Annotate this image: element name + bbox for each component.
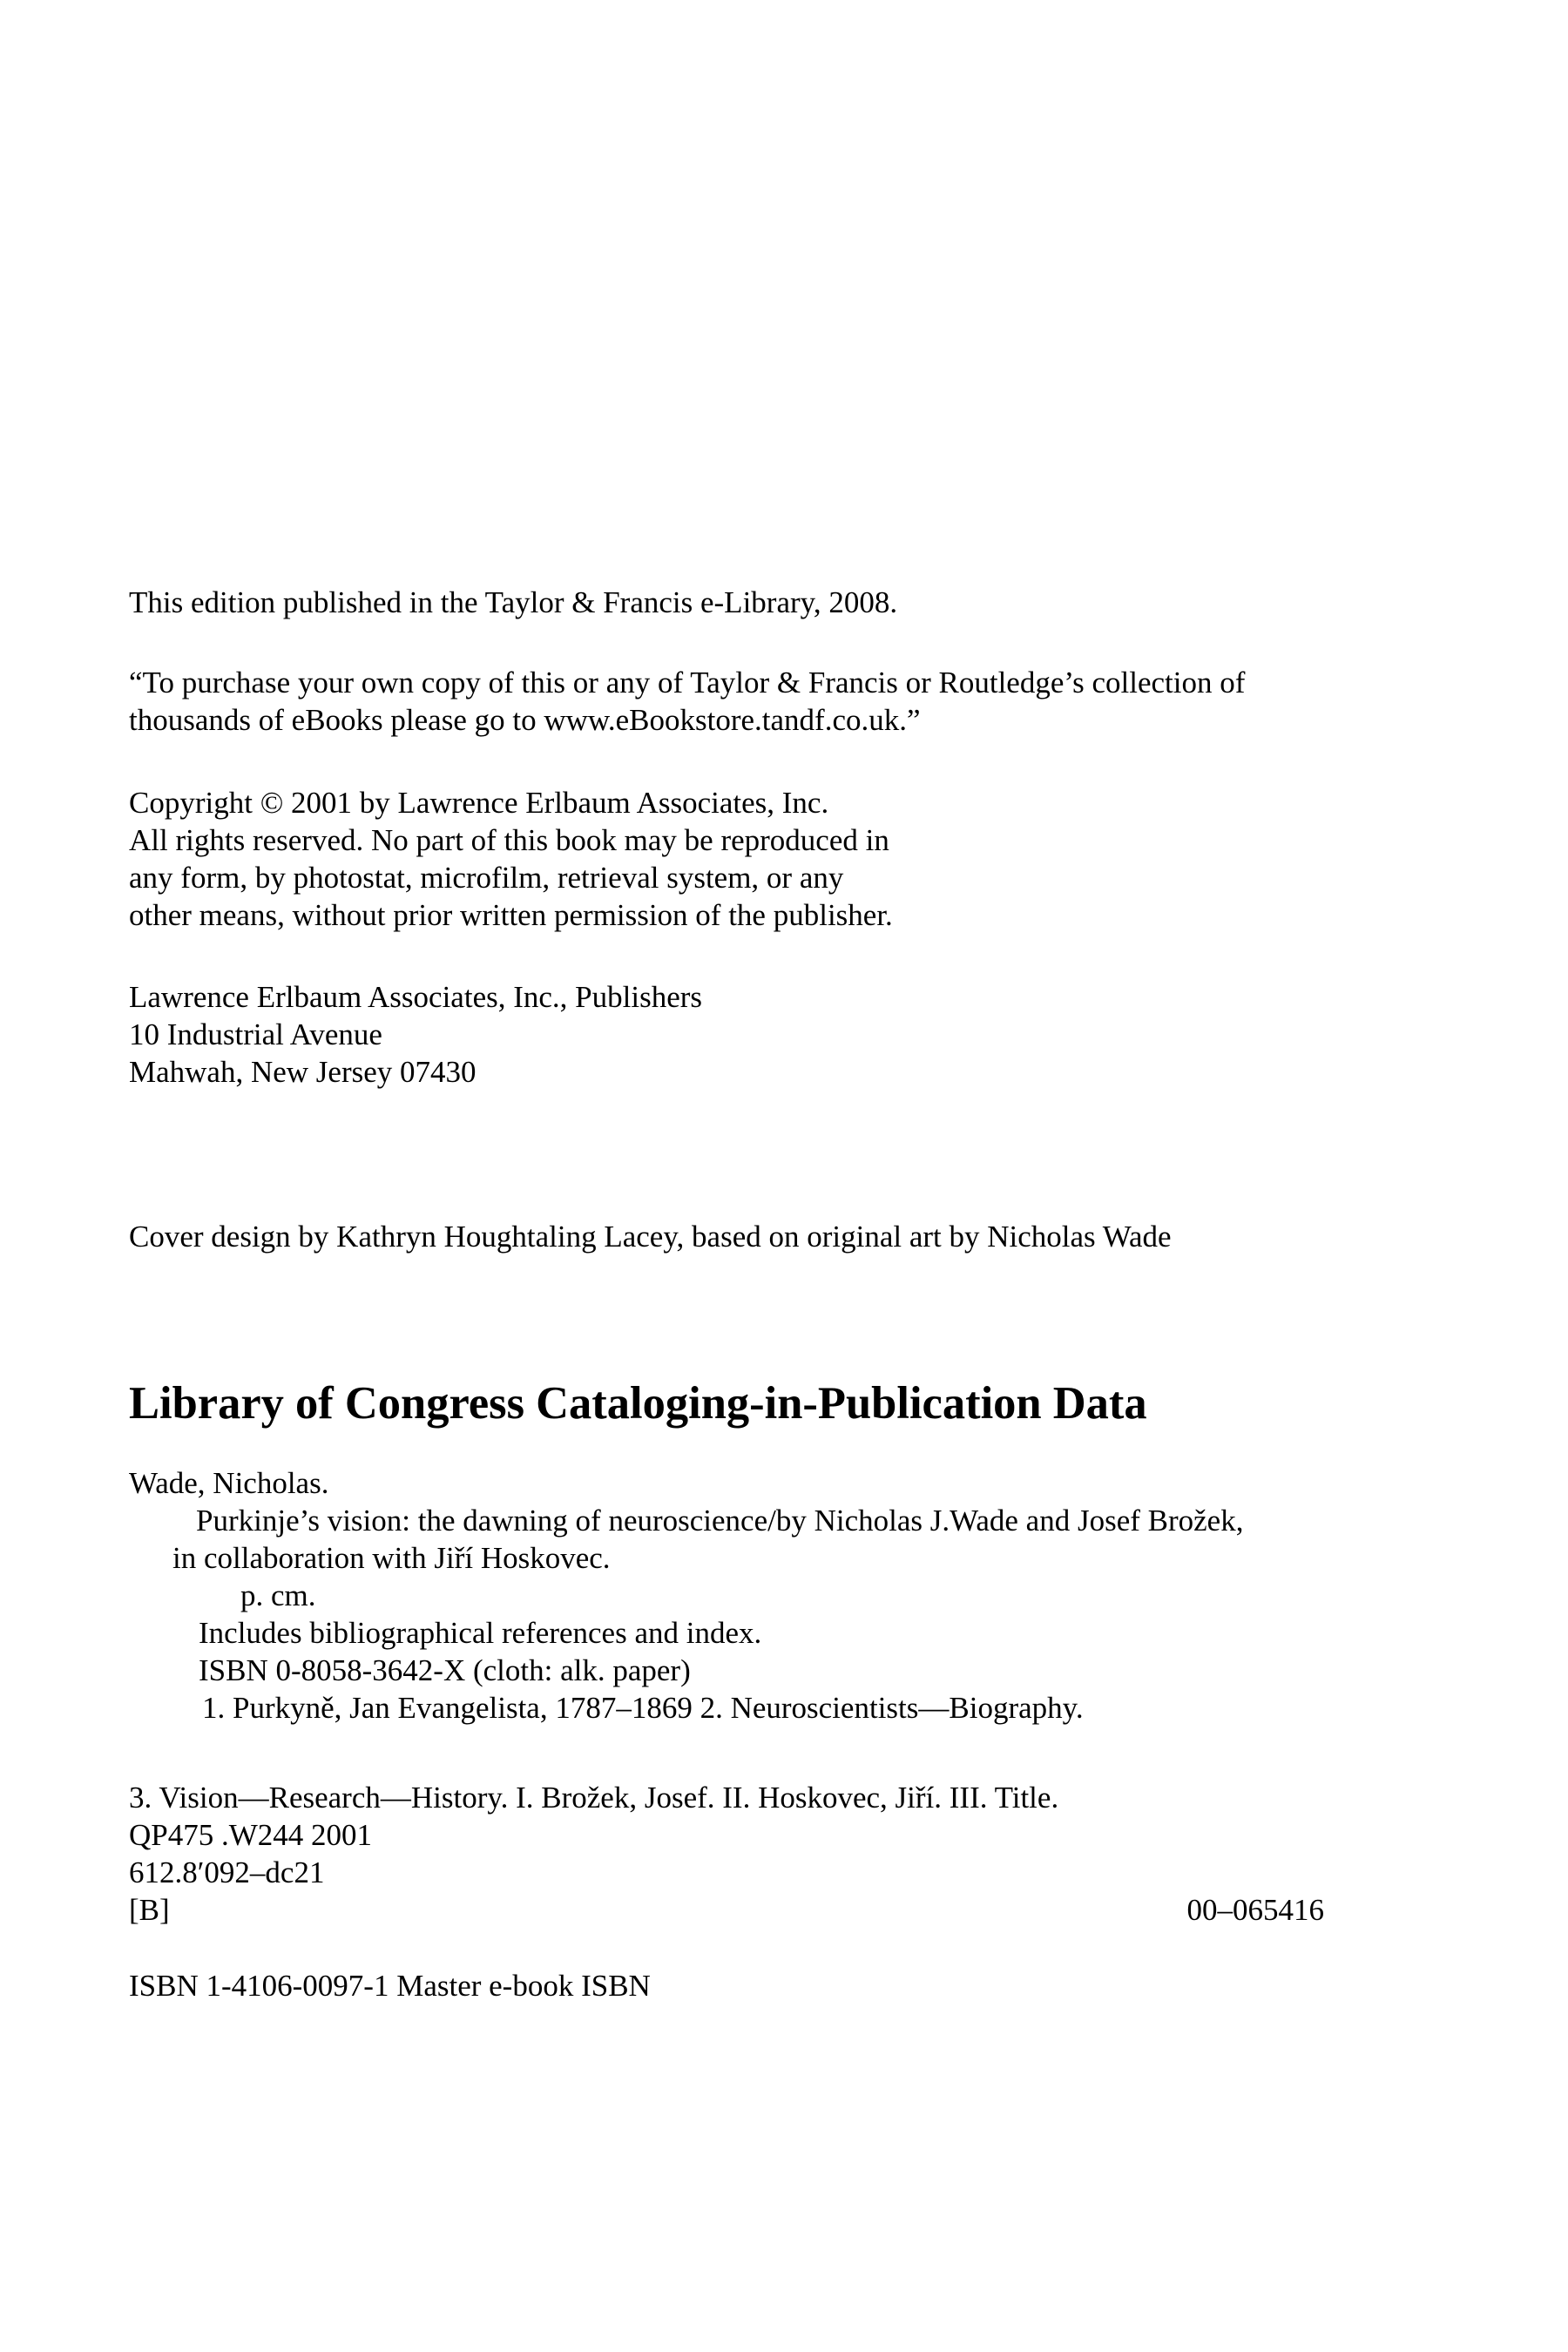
edition-note-text: This edition published in the Taylor & Francis e-Library, 2008.: [129, 585, 898, 619]
purchase-quote: [129, 664, 1245, 739]
classification-lccn-row: [129, 1891, 1324, 1929]
cover-design-credit: [129, 1218, 1172, 1255]
copyright-line: any form, by photostat, microfilm, retrieval system, or any: [129, 861, 844, 895]
cataloging-author: Wade, Nicholas.: [129, 1466, 329, 1500]
classification-subject-3: 3. Vision—Research—History. I. Brožek, Josef. II. Hoskovec, Jiří. III. Title.: [129, 1781, 1059, 1815]
publisher-city: Mahwah, New Jersey 07430: [129, 1055, 476, 1089]
master-ebook-isbn: [129, 1967, 651, 2004]
purchase-quote-line: thousands of eBooks please go to www.eBookstore.tandf.co.uk.”: [129, 703, 921, 737]
classification-block: [129, 1779, 1324, 1929]
cataloging-collaboration: in collaboration with Jiří Hoskovec.: [172, 1541, 611, 1575]
cataloging-references-note: Includes bibliographical references and index.: [199, 1616, 762, 1650]
classification-dewey-number: 612.8′092–dc21: [129, 1855, 325, 1889]
purchase-quote-line: “To purchase your own copy of this or any of Taylor & Francis or Routledge’s collection of: [129, 666, 1246, 700]
publisher-address: [129, 978, 702, 1091]
copyright-line: other means, without prior written permission of the publisher.: [129, 898, 893, 932]
copyright-notice: [129, 784, 893, 934]
cataloging-subject-1: 1. Purkyně, Jan Evangelista, 1787–1869 2. Neuroscientists—Biography.: [202, 1691, 1084, 1725]
loc-cataloging-heading: Library of Congress Cataloging-in-Publication Data: [129, 1378, 1147, 1429]
classification-call-number: QP475 .W244 2001: [129, 1818, 373, 1852]
cataloging-entry: [129, 1464, 1243, 1727]
cover-design-credit-text: Cover design by Kathryn Houghtaling Lacey, based on original art by Nicholas Wade: [129, 1220, 1172, 1254]
publisher-name: Lawrence Erlbaum Associates, Inc., Publishers: [129, 980, 703, 1014]
bracket-b: [B]: [129, 1893, 170, 1927]
copyright-line: Copyright © 2001 by Lawrence Erlbaum Associates, Inc.: [129, 786, 829, 820]
publisher-street: 10 Industrial Avenue: [129, 1017, 382, 1051]
edition-note: [129, 584, 897, 621]
master-ebook-isbn-text: ISBN 1-4106-0097-1 Master e-book ISBN: [129, 1969, 651, 2003]
cataloging-pcm: p. cm.: [240, 1578, 316, 1612]
cataloging-cloth-isbn: ISBN 0-8058-3642-X (cloth: alk. paper): [199, 1653, 691, 1687]
lc-control-number: 00–065416: [1186, 1893, 1324, 1927]
copyright-line: All rights reserved. No part of this book may be reproduced in: [129, 823, 889, 857]
cataloging-title: Purkinje’s vision: the dawning of neuroscience/by Nicholas J.Wade and Josef Brožek,: [196, 1504, 1244, 1538]
